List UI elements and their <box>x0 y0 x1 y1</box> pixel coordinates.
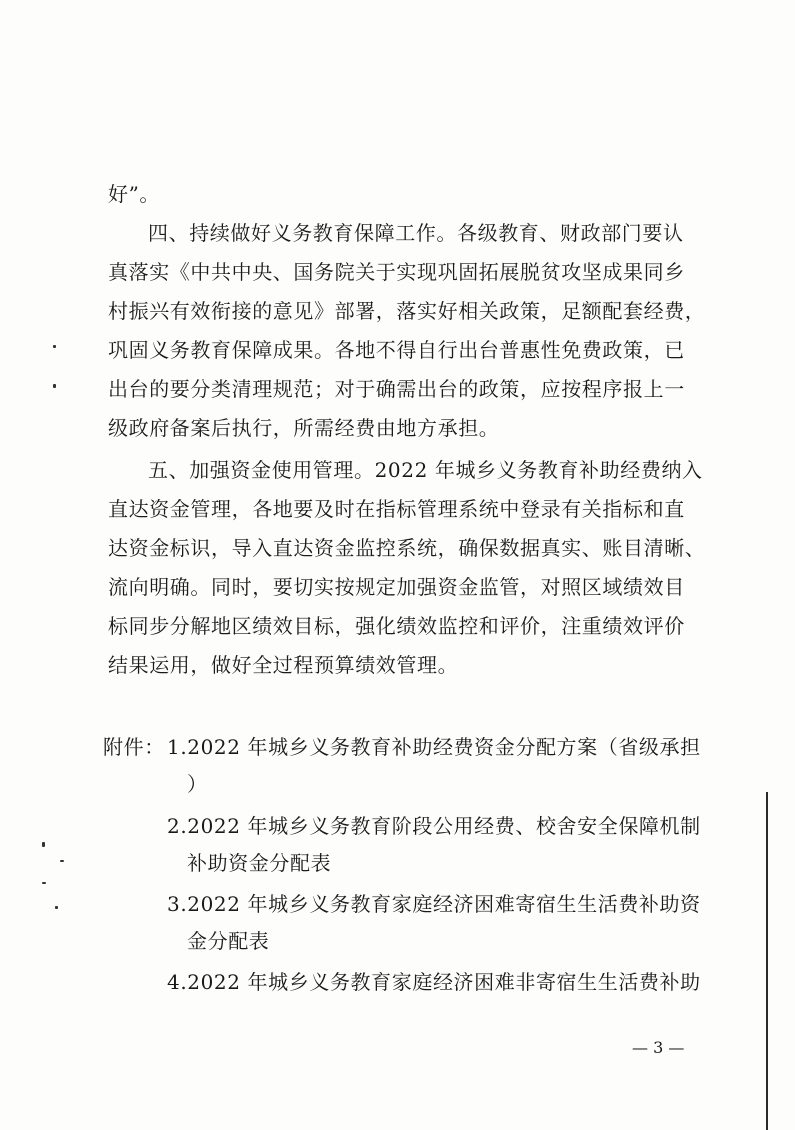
section-5-line: 标同步分解地区绩效目标，强化绩效监控和评价，注重绩效评价 <box>108 614 685 638</box>
section-5-line: 结果运用，做好全过程预算绩效管理。 <box>108 653 459 677</box>
page-number: — 3 — <box>632 1038 685 1057</box>
section-5-line: 五、加强资金使用管理。2022 年城乡义务教育补助经费纳入 <box>148 458 703 482</box>
section-4-line: 级政府备案后执行，所需经费由地方承担。 <box>108 416 500 440</box>
paragraph-continuation-line: 好”。 <box>108 182 161 206</box>
attachments-label: 附件： <box>103 735 165 759</box>
scan-speck <box>42 842 45 847</box>
scan-speck <box>53 345 56 348</box>
section-5-line: 流向明确。同时，要切实按规定加强资金监管，对照区域绩效目 <box>108 575 685 599</box>
scan-speck <box>55 906 58 909</box>
section-4-line: 巩固义务教育保障成果。各地不得自行出台普惠性免费政策，已 <box>108 338 685 362</box>
section-4-line: 真落实《中共中央、国务院关于实现巩固拓展脱贫攻坚成果同乡 <box>108 260 685 284</box>
attachment-line: 1.2022 年城乡义务教育补助经费资金分配方案（省级承担 <box>167 735 701 759</box>
scan-speck <box>53 384 56 388</box>
scan-speck <box>60 860 64 862</box>
attachment-line: ） <box>187 772 208 796</box>
attachment-line: 2.2022 年城乡义务教育阶段公用经费、校舍安全保障机制 <box>167 814 701 838</box>
section-5-line: 达资金标识，导入直达资金监控系统，确保数据真实、账目清晰、 <box>108 536 706 560</box>
section-5-line: 直达资金管理，各地要及时在指标管理系统中登录有关指标和直 <box>108 497 685 521</box>
attachment-line: 金分配表 <box>187 929 270 953</box>
attachment-line: 4.2022 年城乡义务教育家庭经济困难非寄宿生生活费补助 <box>167 970 701 994</box>
attachment-line: 补助资金分配表 <box>187 851 332 875</box>
scan-edge-line <box>766 792 768 1130</box>
attachment-line: 3.2022 年城乡义务教育家庭经济困难寄宿生生活费补助资 <box>167 892 701 916</box>
section-4-line: 出台的要分类清理规范；对于确需出台的政策，应按程序报上一 <box>108 377 685 401</box>
scan-speck <box>42 882 46 884</box>
section-4-line: 四、持续做好义务教育保障工作。各级教育、财政部门要认 <box>148 221 684 245</box>
section-4-line: 村振兴有效衔接的意见》部署，落实好相关政策，足额配套经费， <box>108 299 706 323</box>
